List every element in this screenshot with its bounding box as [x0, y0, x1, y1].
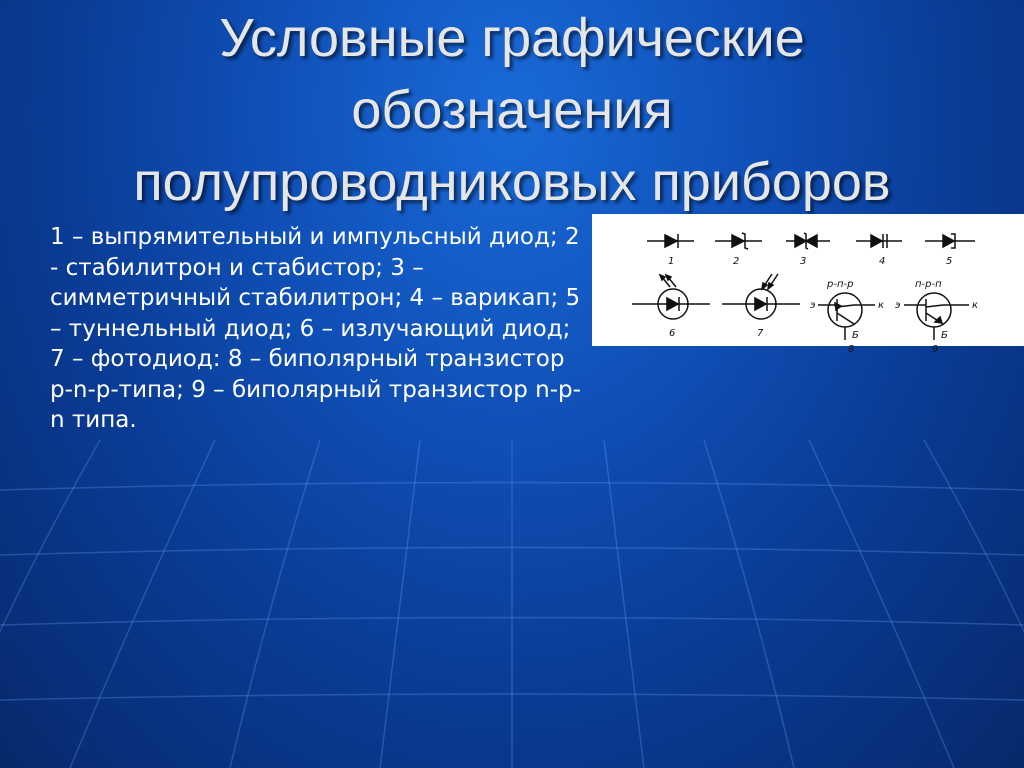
symbols-drawing	[592, 214, 1024, 355]
led-symbol	[632, 275, 710, 319]
pnp-type-label: р-п-р	[827, 279, 854, 290]
label-5: 5	[946, 256, 953, 267]
label-6: 6	[669, 328, 676, 339]
pnp-base-label: Б	[852, 330, 859, 341]
rectifier-diode-symbol	[647, 234, 694, 248]
varicap-symbol	[856, 234, 902, 248]
body-text: 1 – выпрямительный и импульсный диод; 2 - стабилитрон и стабистор; 3 – симметричный стабилитрон; 4 – варикап; 5 – туннельный диод; 6 – излучающий диод; 7 – фотодиод: 8 – биполярный транзистор p-n-p-типа; 9 – биполярный транзистор n-p-n типа.	[50, 224, 581, 433]
semiconductor-symbols-figure	[592, 214, 1024, 355]
slide-title	[60, 2, 964, 218]
npn-type-label: п-р-п	[915, 279, 942, 290]
npn-emitter-label: э	[895, 300, 901, 311]
photodiode-symbol	[722, 274, 800, 319]
title-line-2: обозначения	[351, 80, 673, 140]
label-7: 7	[757, 328, 764, 339]
label-9: 9	[932, 344, 939, 355]
npn-transistor-symbol	[904, 293, 969, 340]
title-line-3: полупроводниковых приборов	[133, 152, 891, 212]
label-1: 1	[668, 256, 675, 267]
title-line-1: Условные графические	[219, 8, 805, 68]
pnp-transistor-symbol	[818, 293, 875, 340]
zener-diode-symbol	[715, 233, 762, 249]
label-2: 2	[733, 256, 740, 267]
pnp-emitter-label: э	[810, 300, 816, 311]
label-8: 8	[848, 344, 855, 355]
symmetric-zener-symbol	[786, 233, 830, 249]
tunnel-diode-symbol	[925, 234, 975, 248]
npn-base-label: Б	[941, 330, 948, 341]
npn-collector-label: к	[972, 300, 979, 311]
label-3: 3	[800, 256, 807, 267]
label-4: 4	[879, 256, 886, 267]
pnp-collector-label: к	[878, 300, 885, 311]
